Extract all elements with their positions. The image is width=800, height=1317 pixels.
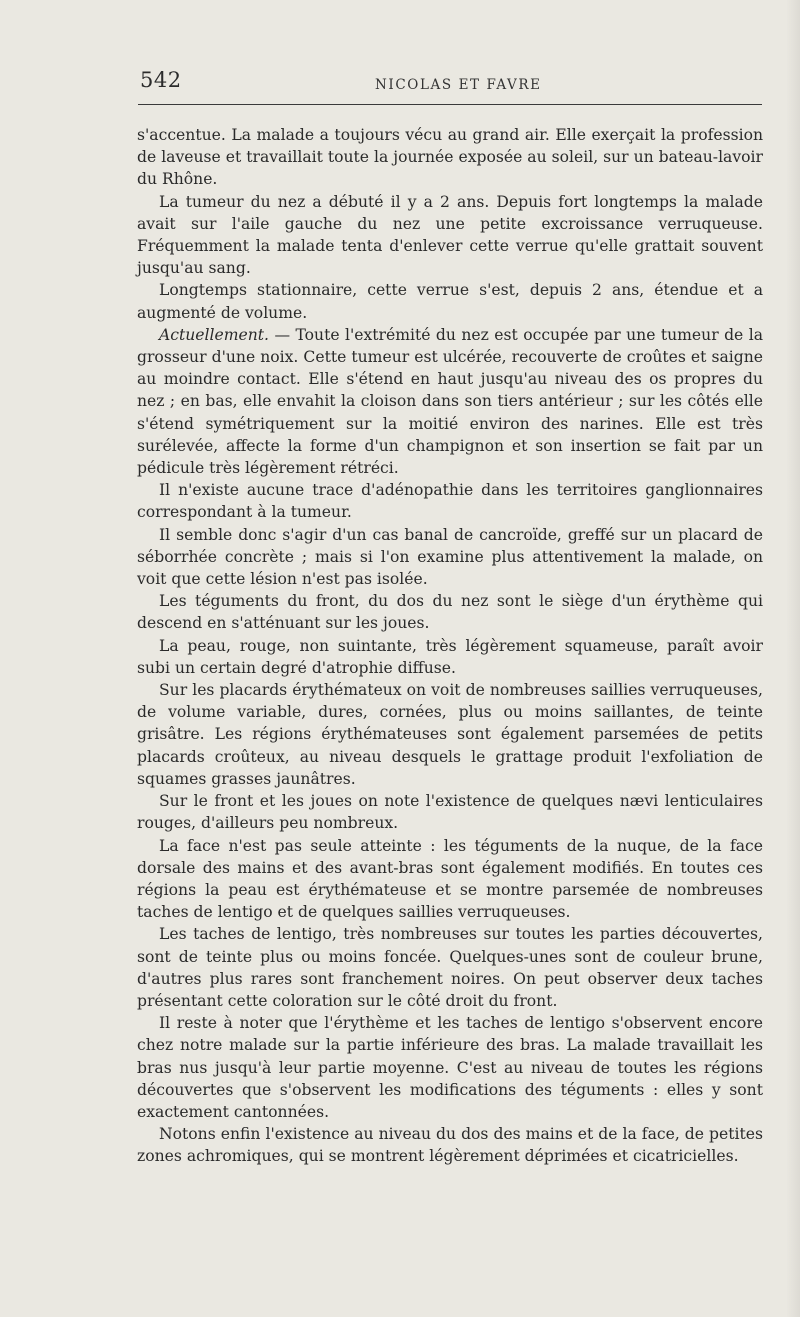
paragraph: Sur le front et les joues on note l'existence de quelques nævi lenticulaires rouges, d'ailleurs peu nombreux. [137,792,763,833]
paragraph: Les taches de lentigo, très nombreuses sur toutes les parties découvertes, sont de teinte plus ou moins foncée. Quelques-unes sont de couleur brune, d'autres plus rares sont franchement noires. On peut observer deux taches présentant cette coloration sur le côté droit du front. [137,925,763,1010]
paragraph: Il n'existe aucune trace d'adénopathie dans les territoires ganglionnaires correspondant à la tumeur. [137,481,763,522]
paragraph: Les téguments du front, du dos du nez sont le siège d'un érythème qui descend en s'atténuant sur les joues. [137,592,763,633]
header-rule [138,104,762,105]
paragraph: La tumeur du nez a débuté il y a 2 ans. Depuis fort longtemps la malade avait sur l'aile gauche du nez une petite excroissance verruqueuse. Fréquemment la malade tenta d'enlever cette verrue qu'elle grattait souvent jusqu'au sang. [137,192,763,278]
paragraph: La peau, rouge, non suintante, très légèrement squameuse, paraît avoir subi un certain degré d'atrophie diffuse. [137,636,763,677]
paragraph [137,324,763,479]
page-edge-shadow [786,0,800,1317]
paragraph: Notons enfin l'existence au niveau du dos des mains et de la face, de petites zones achromiques, qui se montrent légèrement déprimées et cicatricielles. [137,1125,763,1166]
paragraph: Sur les placards érythémateux on voit de nombreuses saillies verruqueuses, de volume variable, dures, cornées, plus ou moins saillantes, de teinte grisâtre. Les régions érythémateuses sont également parsemées de petits placards croûteux, au niveau desquels le grattage produit l'exfoliation de squames grasses jaunâtres. [137,681,763,788]
article-body [137,124,763,1168]
paragraph-lead: Actuellement. [159,325,270,344]
page-number: 542 [140,68,182,92]
running-head: NICOLAS ET FAVRE [375,77,542,93]
paragraph: Il semble donc s'agir d'un cas banal de cancroïde, greffé sur un placard de séborrhée concrète ; mais si l'on examine plus attentivement la malade, on voit que cette lésion n'est pas isolée. [137,525,763,589]
paragraph: s'accentue. La malade a toujours vécu au grand air. Elle exerçait la profession de laveuse et travaillait toute la journée exposée au soleil, sur un bateau-lavoir du Rhône. [137,126,763,189]
paragraph: Longtemps stationnaire, cette verrue s'est, depuis 2 ans, étendue et a augmenté de volume. [137,281,763,322]
paragraph-text: — Toute l'extrémité du nez est occupée par une tumeur de la grosseur d'une noix. Cette tumeur est ulcérée, recouverte de croûtes et saigne au moindre contact. Elle s'étend en haut jusqu'au niveau des os propres du nez ; en bas, elle envahit la cloison dans son tiers antérieur ; sur les côtés elle s'étend symétriquement sur la moitié environ des narines. Elle est très surélevée, affecte la forme d'un champignon et son insertion se fait par un pédicule très légèrement rétréci. [137,325,763,478]
paragraph: Il reste à noter que l'érythème et les taches de lentigo s'observent encore chez notre malade sur la partie inférieure des bras. La malade travaillait les bras nus jusqu'à leur partie moyenne. C'est au niveau de toutes les régions découvertes que s'observent les modifications des téguments : elles y sont exactement cantonnées. [137,1014,763,1121]
paragraph: La face n'est pas seule atteinte : les téguments de la nuque, de la face dorsale des mains et des avant-bras sont également modifiés. En toutes ces régions la peau est érythémateuse et se montre parsemée de nombreuses taches de lentigo et de quelques saillies verruqueuses. [137,836,763,922]
page-header [138,66,762,96]
